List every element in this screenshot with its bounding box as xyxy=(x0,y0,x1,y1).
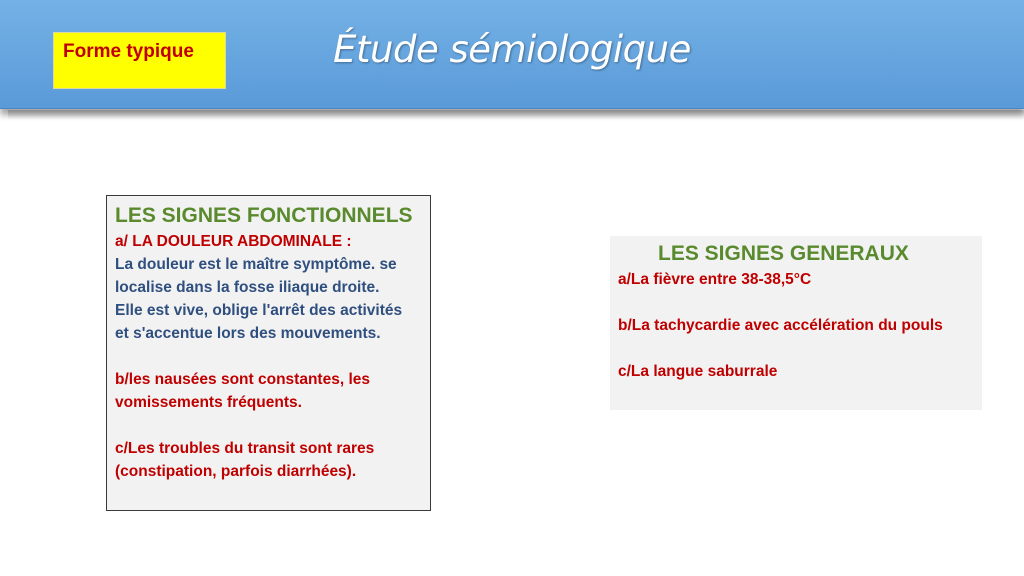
forme-typique-tag: Forme typique xyxy=(53,32,226,89)
signes-generaux-heading: LES SIGNES GENERAUX xyxy=(658,242,909,265)
nausees-line: vomissements fréquents. xyxy=(115,394,302,411)
body-line: et s'accentue lors des mouvements. xyxy=(115,325,381,342)
body-line: localise dans la fosse iliaque droite. xyxy=(115,279,380,296)
langue-item: c/La langue saburrale xyxy=(618,363,778,380)
transit-line: (constipation, parfois diarrhées). xyxy=(115,463,357,480)
signes-generaux-box xyxy=(610,236,982,410)
fievre-item: a/La fièvre entre 38-38,5°C xyxy=(618,271,812,288)
header-shadow xyxy=(8,110,1024,120)
nausees-line: b/les nausées sont constantes, les xyxy=(115,371,370,388)
signes-fonctionnels-heading: LES SIGNES FONCTIONNELS xyxy=(115,204,413,227)
page-title: Étude sémiologique xyxy=(333,28,691,71)
body-line: La douleur est le maître symptôme. se xyxy=(115,256,397,273)
douleur-abdominale-subheading: a/ LA DOULEUR ABDOMINALE : xyxy=(115,233,352,250)
transit-line: c/Les troubles du transit sont rares xyxy=(115,440,375,457)
tachycardie-item: b/La tachycardie avec accélération du pouls xyxy=(618,317,943,334)
body-line: Elle est vive, oblige l'arrêt des activités xyxy=(115,302,403,319)
signes-fonctionnels-box xyxy=(106,195,431,511)
